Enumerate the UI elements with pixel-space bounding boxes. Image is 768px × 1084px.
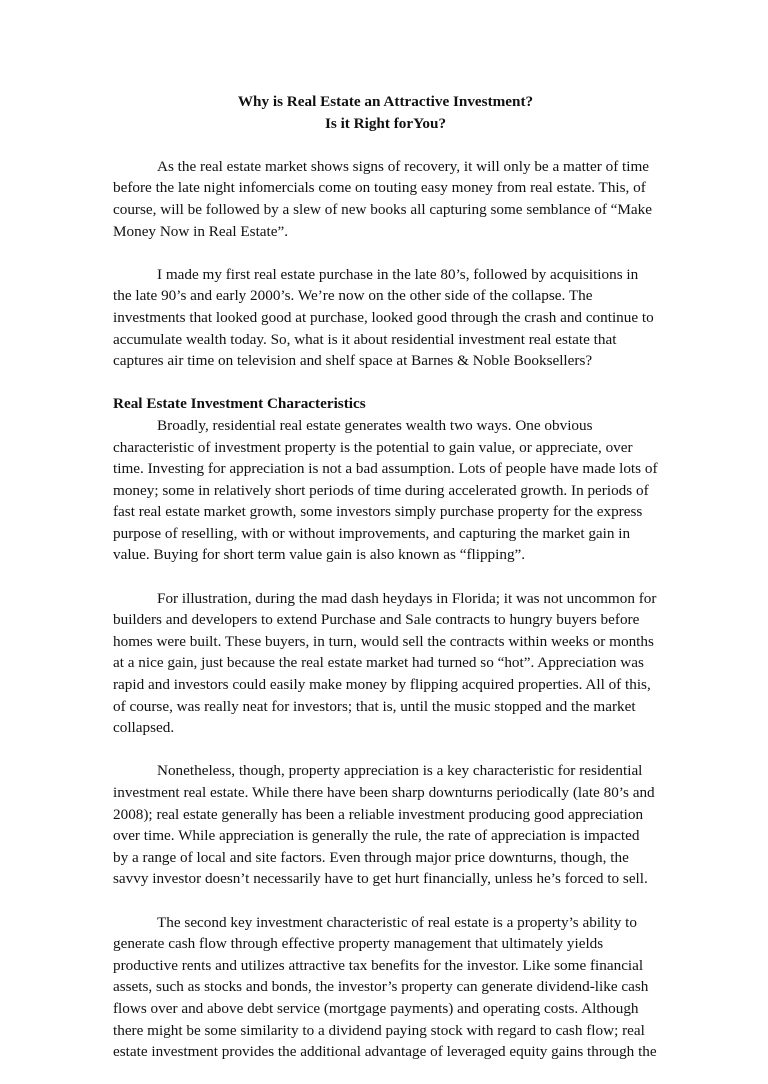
paragraph-characteristics-2: For illustration, during the mad dash heydays in Florida; it was not uncommon for builders and developers to extend Purchase and Sale contracts to hungry buyers before homes were built. These buyers, in turn, would sell the contracts within weeks or months at a nice gain, just because the real estate market had turned so “hot”. Appreciation was rapid and investors could easily make money by flipping acquired properties. All of this, of course, was really neat for investors; that is, until the music stopped and the market collapsed. xyxy=(113,589,657,737)
title-line-1: Why is Real Estate an Attractive Investment? xyxy=(237,93,534,110)
document-title xyxy=(113,91,658,134)
paragraph-characteristics-4: The second key investment characteristic of real estate is a property’s ability to generate cash flow through effective property management that ultimately yields productive rents and utilizes attractive tax benefits for the investor. Like some financial assets, such as stocks and bonds, the investor’s property can generate dividend-like cash flows over and above debt service (mortgage payments) and operating costs. Although there might be some similarity to a dividend paying stock with regard to cash flow; real estate investment provides the additional advantage of leveraged equity gains through the xyxy=(113,913,657,1061)
title-line-2: Is it Right forYou? xyxy=(324,114,447,132)
paragraph-intro-2: I made my first real estate purchase in the late 80’s, followed by acquisitions in the late 90’s and early 2000’s. We’re now on the other side of the collapse. The investments that looked good at purchase, looked good through the crash and continue to accumulate wealth today. So, what is it about residential investment real estate that captures air time on television and shelf space at Barnes & Noble Booksellers? xyxy=(113,265,654,370)
section-heading: Real Estate Investment Characteristics xyxy=(113,395,366,413)
paragraph-intro-1: As the real estate market shows signs of recovery, it will only be a matter of time before the late night infomercials come on touting easy money from real estate. This, of course, will be followed by a slew of new books all capturing some semblance of “Make Money Now in Real Estate”. xyxy=(113,157,653,240)
paragraph-characteristics-1: Broadly, residential real estate generates wealth two ways. One obvious characteristic of investment property is the potential to gain value, or appreciate, over time. Investing for appreciation is not a bad assumption. Lots of people have made lots of money; some in relatively short periods of time during accelerated growth. In periods of fast real estate market growth, some investors simply purchase property for the express purpose of reselling, with or without improvements, and capturing the market gain in value. Buying for short term value gain is also known as “flipping”. xyxy=(113,416,658,564)
paragraph-characteristics-3: Nonetheless, though, property appreciation is a key characteristic for residential investment real estate. While there have been sharp downturns periodically (late 80’s and 2008); real estate generally has been a reliable investment producing good appreciation over time. While appreciation is generally the rule, the rate of appreciation is impacted by a range of local and site factors. Even through major price downturns, though, the savvy investor doesn’t necessarily have to get hurt financially, unless he’s forced to sell. xyxy=(113,762,655,888)
document-body xyxy=(113,91,658,1084)
